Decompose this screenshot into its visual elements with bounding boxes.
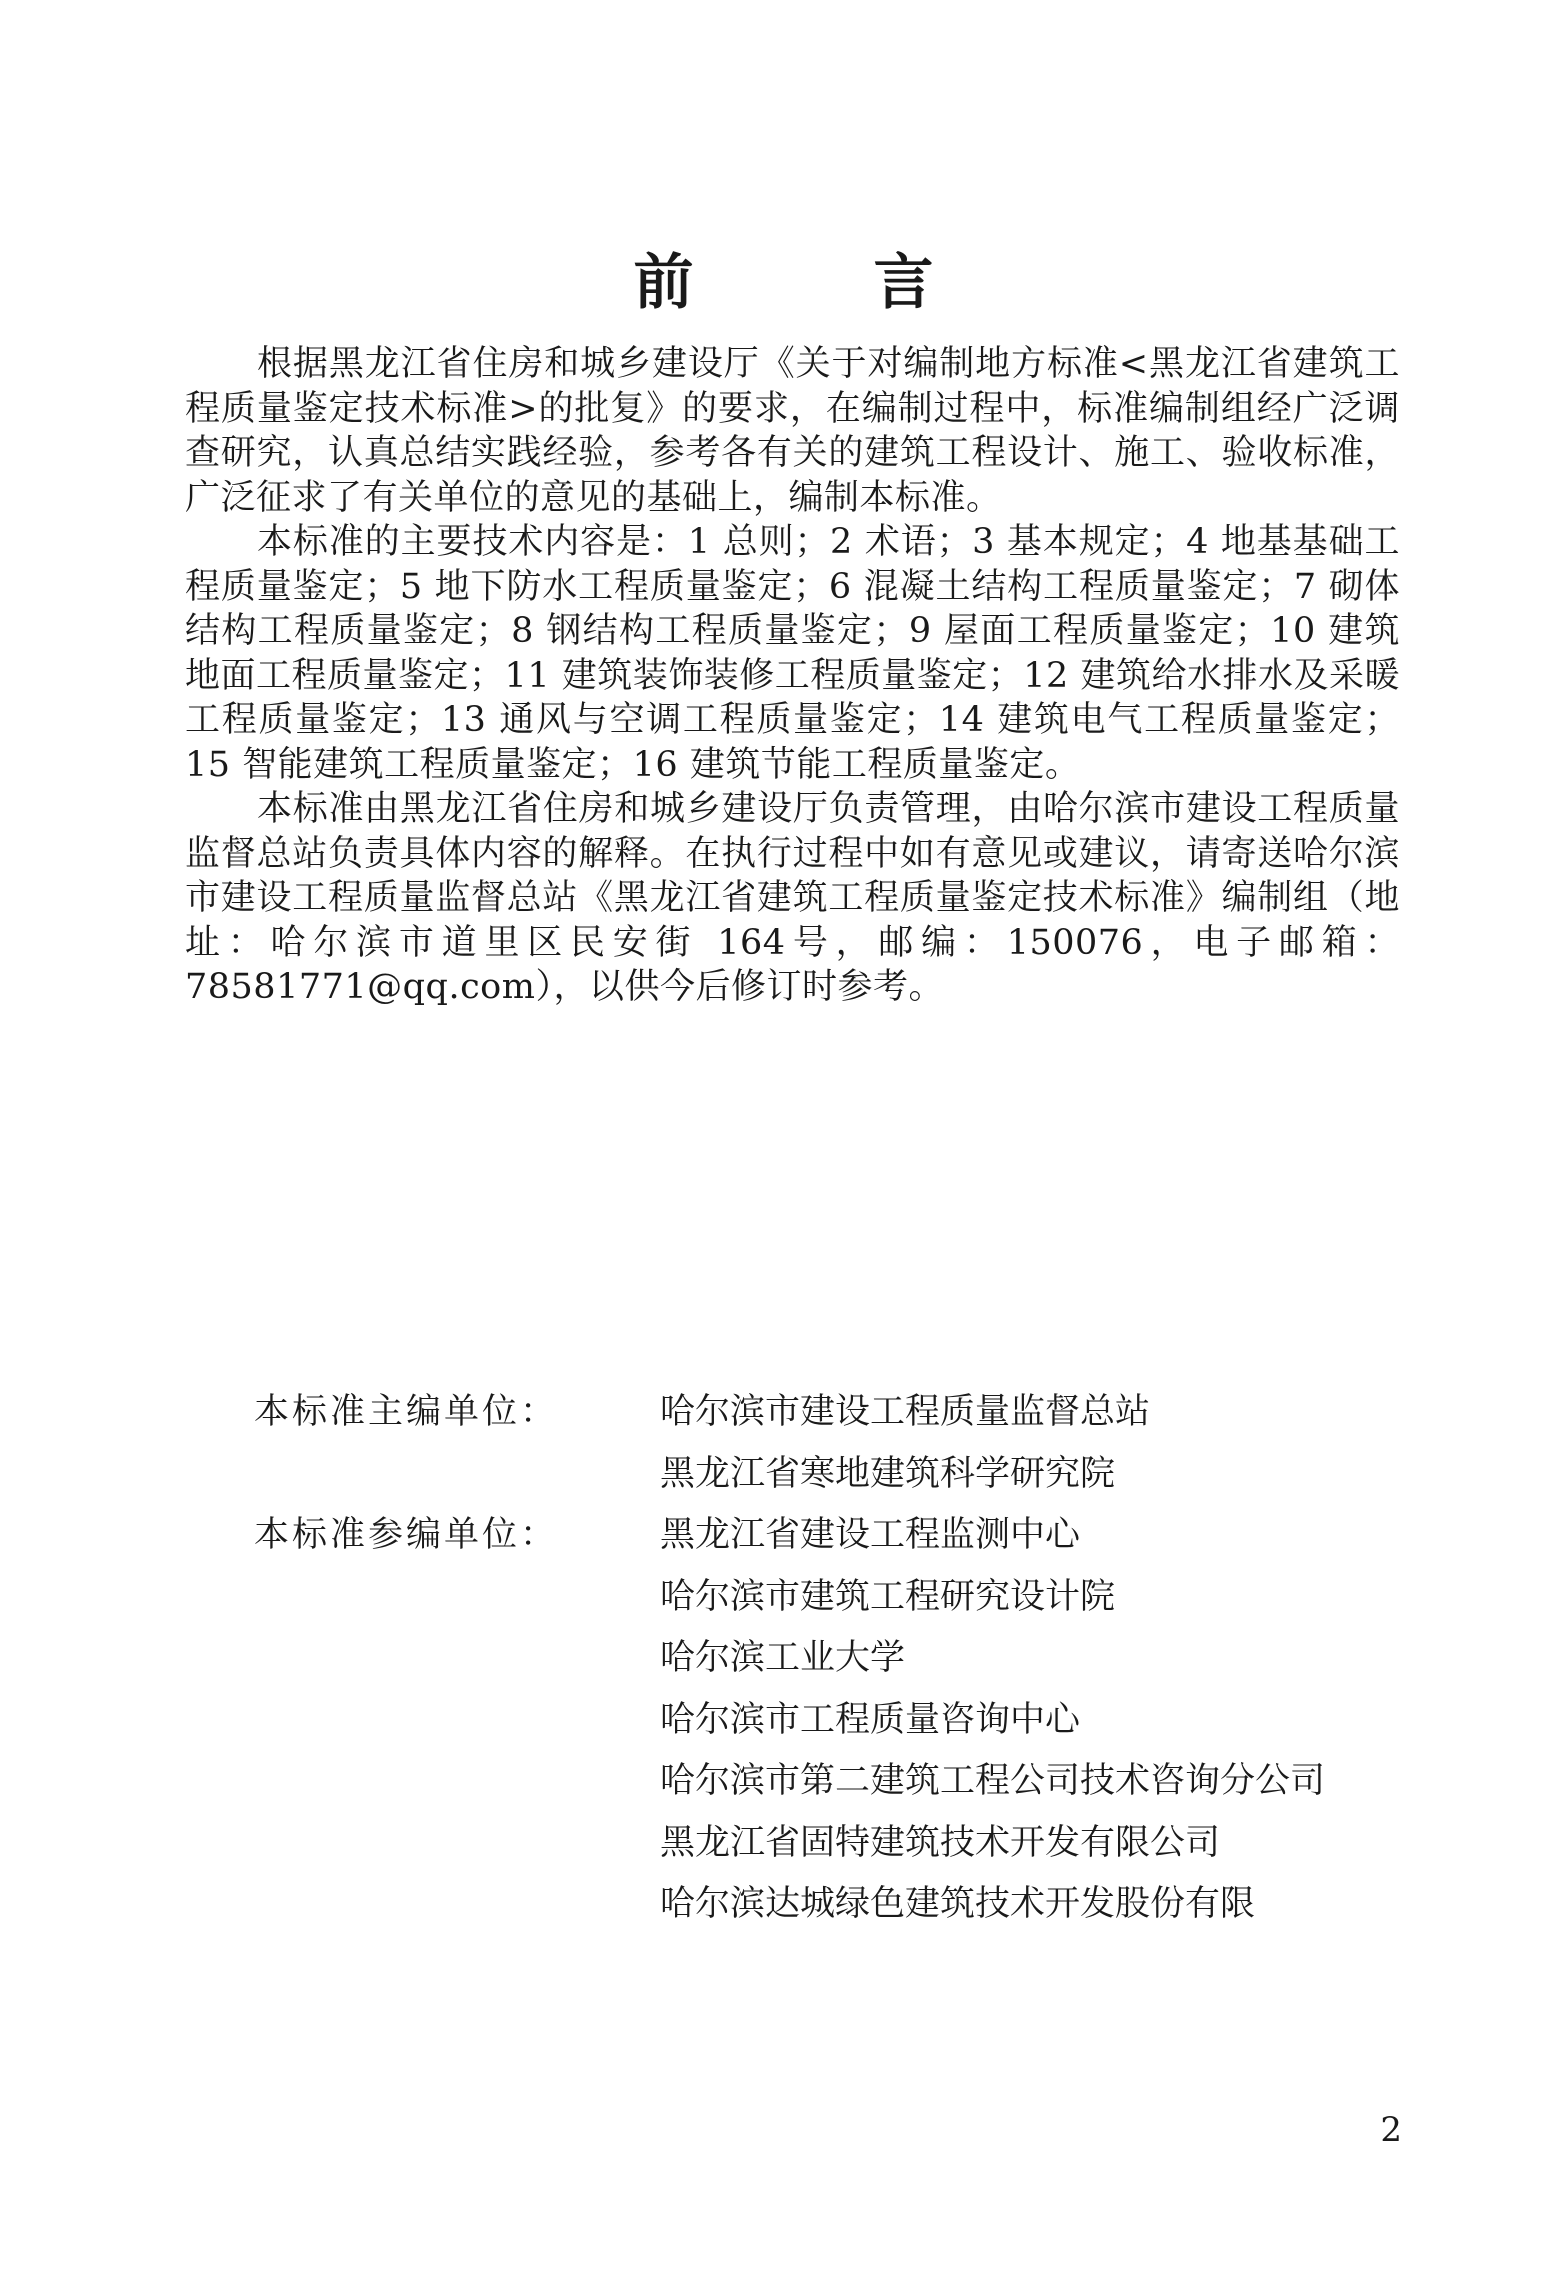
paragraph-background: 根据黑龙江省住房和城乡建设厅《关于对编制地方标准<黑龙江省建筑工程质量鉴定技术标准>的批复》的要求，在编制过程中，标准编制组经广泛调查研究，认真总结实践经验，参考各有关的建筑工程设计、施工、验收标准，广泛征求了有关单位的意见的基础上，编制本标准。 xyxy=(185,344,1400,518)
participating-units-list xyxy=(654,1505,1404,1936)
participating-unit-item: 哈尔滨市第二建筑工程公司技术咨询分公司 xyxy=(660,1761,1326,1801)
chief-units-group xyxy=(254,1382,1404,1505)
participating-unit-item: 哈尔滨市建筑工程研究设计院 xyxy=(660,1576,1116,1617)
chief-units-list xyxy=(654,1382,1404,1505)
participating-unit-item: 哈尔滨达城绿色建筑技术开发股份有限 xyxy=(660,1884,1256,1924)
participating-unit-item: 黑龙江省建设工程监测中心 xyxy=(660,1515,1081,1555)
paragraph-management: 本标准由黑龙江省住房和城乡建设厅负责管理，由哈尔滨市建设工程质量监督总站负责具体内容的解释。在执行过程中如有意见或建议，请寄送哈尔滨市建设工程质量监督总站《黑龙江省建筑工程质量鉴定技术标准》编制组（地址：哈尔滨市道里区民安街 164号，邮编：150076，电子邮箱：78581771@qq.com），以供今后修订时参考。 xyxy=(185,789,1400,1007)
chief-unit-item: 哈尔滨市建设工程质量监督总站 xyxy=(660,1392,1151,1432)
chief-unit-item: 黑龙江省寒地建筑科学研究院 xyxy=(660,1453,1116,1494)
participating-units-group xyxy=(254,1505,1404,1936)
paragraph-main-content: 本标准的主要技术内容是：1 总则；2 术语；3 基本规定；4 地基基础工程质量鉴定；5 地下防水工程质量鉴定；6 混凝土结构工程质量鉴定；7 砌体结构工程质量鉴定；8 钢结构工程质量鉴定；9 屋面工程质量鉴定；10 建筑地面工程质量鉴定；11 建筑装饰装修工程质量鉴定；12 建筑给水排水及采暖工程质量鉴定；13 通风与空调工程质量鉴定；14 建筑电气工程质量鉴定；15 智能建筑工程质量鉴定；16 建筑节能工程质量鉴定。 xyxy=(185,522,1400,785)
participating-unit-item: 哈尔滨市工程质量咨询中心 xyxy=(660,1699,1081,1740)
preface-body xyxy=(185,342,1400,1010)
chief-units-label: 本标准主编单位： xyxy=(254,1392,559,1432)
page-number: 2 xyxy=(1380,2110,1402,2150)
units-section xyxy=(254,1382,1404,1936)
participating-unit-item: 黑龙江省固特建筑技术开发有限公司 xyxy=(660,1822,1221,1863)
participating-units-label: 本标准参编单位： xyxy=(254,1515,559,1555)
page-title: 前 言 xyxy=(633,248,994,318)
participating-unit-item: 哈尔滨工业大学 xyxy=(660,1638,906,1678)
